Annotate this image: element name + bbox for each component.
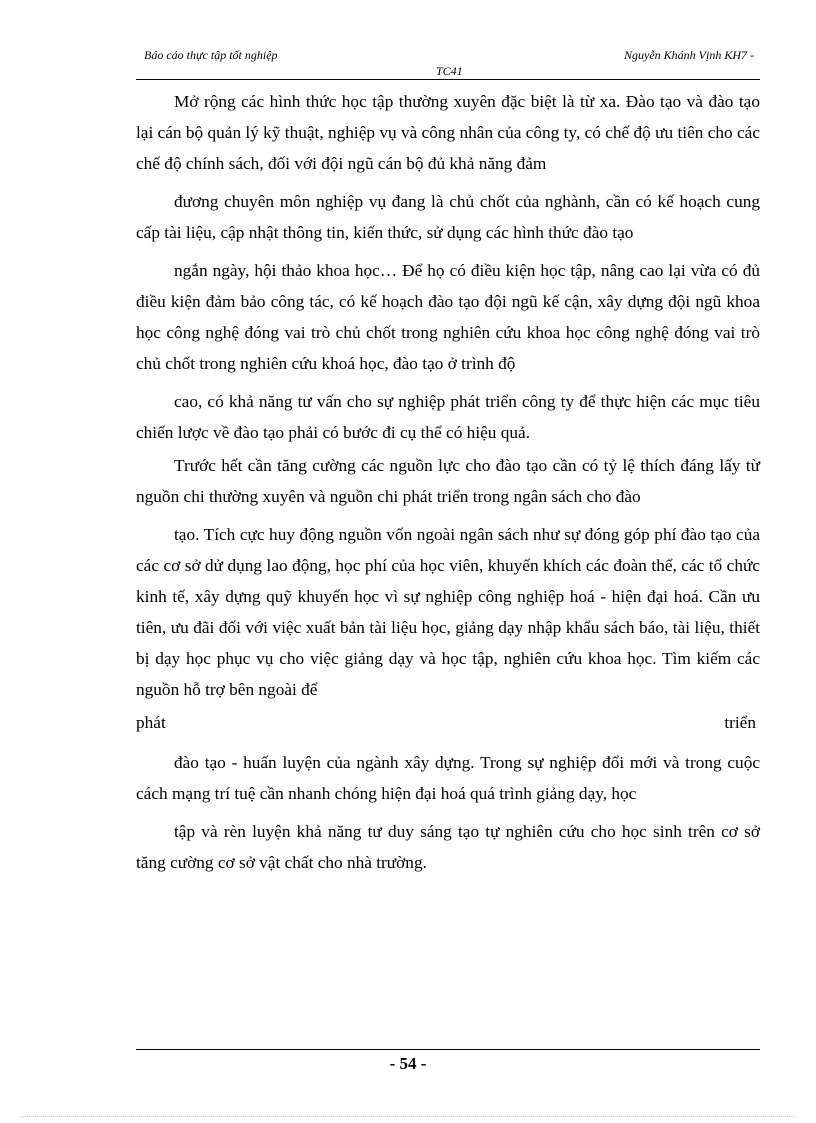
page-bottom-border [20,1116,796,1117]
split-line-right-word: triển [724,713,756,732]
split-line-left-word: phát [136,713,166,732]
paragraph-8: tập và rèn luyện khả năng tư duy sáng tạo tự nghiên cứu cho học sinh trên cơ sở tăng cường cơ sở vật chất cho nhà trường. [136,822,760,872]
paragraph-3: ngắn ngày, hội thảo khoa học… Để họ có điều kiện học tập, nâng cao lại vừa có đủ điều kiện đảm bảo công tác, có kế hoạch đào tạo đội ngũ kế cận, xây dựng đội ngũ khoa học công nghệ đóng vai trò chủ chốt trong nghiên cứu khoa học công nghệ đóng vai trò chủ chốt trong nghiên cứu khoá học, đào tạo ở trình độ [136,261,760,373]
paragraph-5: Trước hết cần tăng cường các nguồn lực cho đào tạo cần có tỷ lệ thích đáng lấy từ nguồn chi thường xuyên và nguồn chi phát triển trong ngân sách cho đào [136,456,760,506]
paragraph-6: tạo. Tích cực huy động nguồn vốn ngoài ngân sách như sự đóng góp phí đào tạo của các cơ sở dử dụng lao động, học phí của học viên, khuyến khích các đoàn thể, các tổ chức kinh tế, xây dựng quỹ khuyến học vì sự nghiệp công nghiệp hoá - hiện đại hoá. Cần ưu tiên, ưu đãi đối với việc xuất bản tài liệu học, giảng dạy nhập khẩu sách báo, tài liệu, thiết bị dạy học phục vụ cho việc giảng dạy và học tập, nghiên cứu khoa học. Tìm kiếm các nguồn hỗ trợ bên ngoài để [136,525,760,699]
header-report-title: Báo cáo thực tập tốt nghiệp [144,48,278,62]
paragraph-4: cao, có khả năng tư vấn cho sự nghiệp phát triển công ty để thực hiện các mục tiêu chiến lược về đào tạo phải có bước đi cụ thể có hiệu quả. [136,392,760,442]
page-body [136,86,760,885]
paragraph-2: đương chuyên môn nghiệp vụ đang là chủ chốt của nghành, cần có kế hoạch cung cấp tài liệu, cập nhật thông tin, kiến thức, sử dụng các hình thức đào tạo [136,192,760,242]
page-number: - 54 - [389,1054,427,1073]
paragraph-7: đào tạo - huấn luyện của ngành xây dựng. Trong sự nghiệp đổi mới và trong cuộc cách mạng trí tuệ cần nhanh chóng hiện đại hoá quá trình giảng dạy, học [136,753,760,803]
split-justified-line [136,707,760,738]
header-author: Nguyễn Khánh Vịnh KH7 - [624,48,754,62]
header-class-code: TC41 [436,64,463,78]
page-header [136,48,760,82]
header-divider [136,79,760,80]
footer-divider [136,1049,760,1050]
paragraph-1: Mở rộng các hình thức học tập thường xuyên đặc biệt là từ xa. Đào tạo và đào tạo lại cán bộ quản lý kỹ thuật, nghiệp vụ và công nhân của công ty, có chế độ ưu tiên cho các chế độ chính sách, đối với đội ngũ cán bộ đủ khả năng đảm [136,92,760,173]
